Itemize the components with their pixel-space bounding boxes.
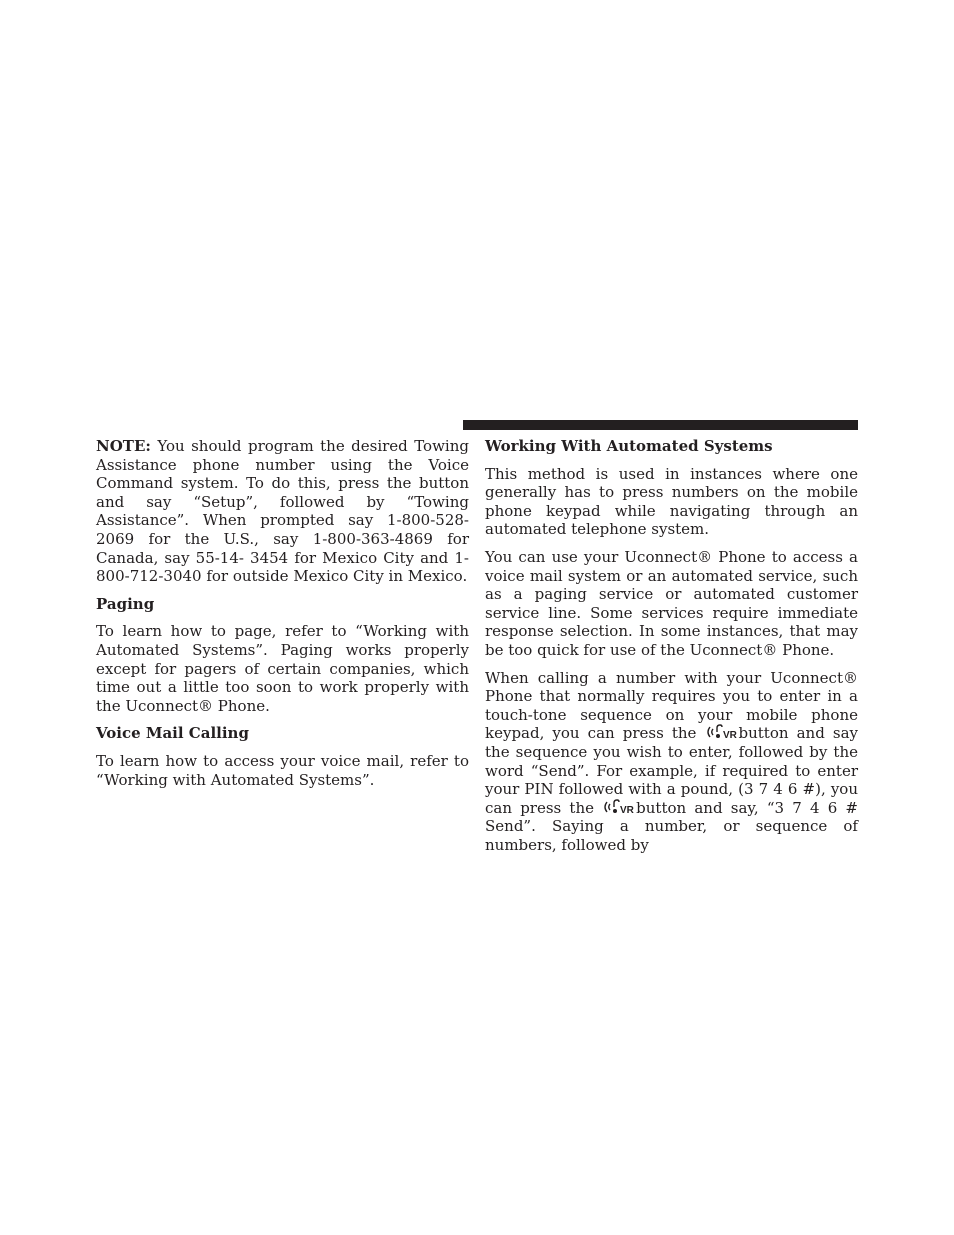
automated-systems-paragraph-3 (485, 669, 858, 855)
paragraph-3-part-1: When calling a number with your Uconnect® Phone that normally requires you to enter in a touch-tone sequence on your mobile phone keypad, you can press the (485, 668, 858, 743)
voice-mail-heading: Voice Mail Calling (96, 724, 249, 743)
paragraph-3-part-3: button and say, “3 7 4 6 # Send”. Saying a number, or sequence of numbers, followed by (485, 798, 858, 854)
note-paragraph (96, 437, 469, 586)
note-label: NOTE: (96, 437, 151, 455)
paging-heading: Paging (96, 594, 155, 613)
automated-systems-paragraph-1: This method is used in instances where one generally has to press numbers on the mobile phone keypad while navigating through an automated telephone system. (485, 464, 858, 539)
paragraph-3-part-2: button and say the sequence you wish to enter, followed by the word “Send”. For example, if required to enter your PIN followed with a pound, (3 7 4 6 #), you can press the (485, 724, 858, 817)
voice-recognition-button-icon (705, 724, 739, 740)
vr-icon-label: VR (722, 730, 737, 741)
voice-recognition-button-icon (602, 799, 636, 815)
right-column (485, 437, 858, 863)
note-text: You should program the desired Towing Assistance phone number using the Voice Command system. To do this, press the button and say “Setup”, followed by “Towing Assistance”. When prompted say 1-800-528-2069 for the U.S., say 1-800-363-4869 for Canada, say 55-14- 3454 for Mexico City and 1-800-712-3040 for outside Mexico City in Mexico. (96, 437, 469, 586)
voice-mail-paragraph: To learn how to access your voice mail, refer to “Working with Automated Systems”. (96, 751, 469, 789)
section-header-rule (463, 420, 858, 430)
paging-paragraph: To learn how to page, refer to “Working with Automated Systems”. Paging works properly except for pagers of certain companies, which time out a little too soon to work properly with the Uconnect® Phone. (96, 622, 469, 715)
left-column (96, 437, 469, 798)
automated-systems-paragraph-2: You can use your Uconnect® Phone to access a voice mail system or an automated service, such as a paging service or automated customer service line. Some services require immediate response selection. In some instances, that may be too quick for use of the Uconnect® Phone. (485, 547, 858, 659)
vr-icon-label: VR (620, 804, 635, 815)
automated-systems-heading: Working With Automated Systems (485, 437, 773, 455)
